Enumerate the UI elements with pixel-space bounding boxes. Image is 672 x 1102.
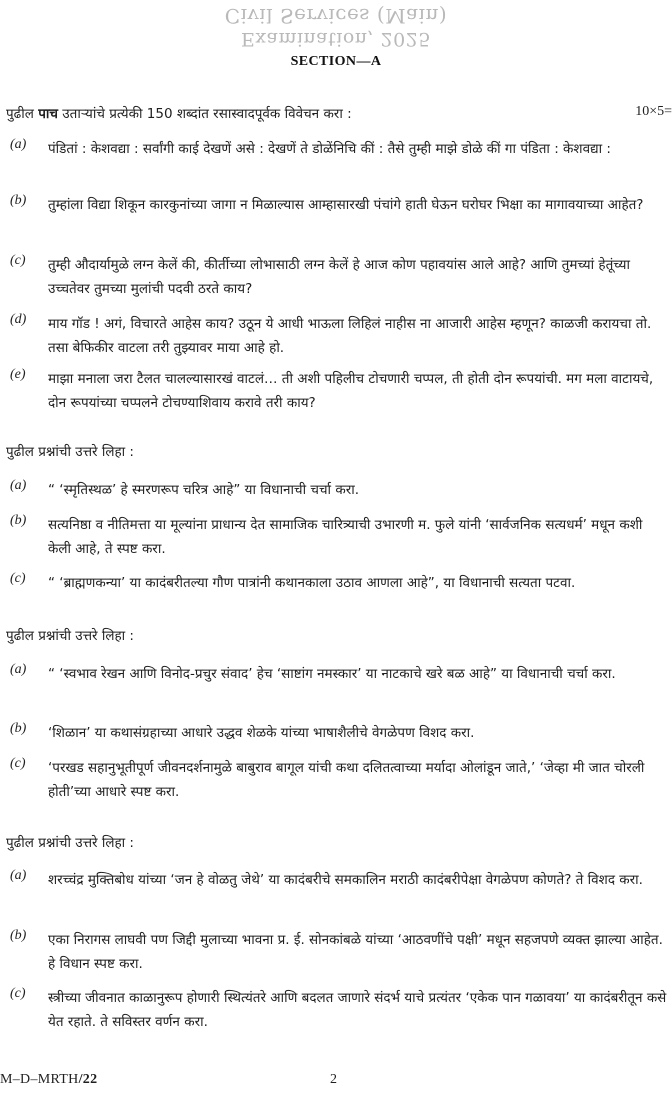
item-label: (d) bbox=[10, 312, 27, 327]
paper-code: M–D–MRTH/22 bbox=[0, 1072, 98, 1087]
item-text: सत्यनिष्ठा व नीतिमत्ता या मूल्यांना प्राधान्य देत सामाजिक चारित्र्याची उभारणी म. फुले यांनी ‘सार्वजनिक सत्यधर्म’ मधून कशी केली आहे, ते स्पष्ट करा. bbox=[48, 517, 643, 557]
item-label: (b) bbox=[10, 513, 27, 528]
item-text: ‘परखड सहानुभूतीपूर्ण जीवनदर्शनामुळे बाबुराव बागूल यांची कथा दलितत्वाच्या मर्यादा ओलांडून जाते,’ ‘जेव्हा मी जात चोरली होती’च्या आधारे स्पष्ट करा. bbox=[48, 760, 645, 800]
item-label: (a) bbox=[10, 478, 27, 493]
item-label: (b) bbox=[10, 193, 27, 208]
item-text: पंडितां : केशवद्या : सर्वांगी काई देखणें असे : देखणें ते डोळेंनिचि कीं : तैसे तुम्ही माझे डोळे कीं गा पंडिता : केशवद्या : bbox=[48, 141, 611, 157]
item-text: एका निरागस लाघवी पण जिद्दी मुलाच्या भावना प्र. ई. सोनकांबळे यांच्या ‘आठवणींचे पक्षी’ मधून सहजपणे व्यक्त झाल्या आहेत. हे विधान स्पष्ट करा. bbox=[48, 932, 663, 972]
question-3-instruction: पुढील प्रश्नांची उत्तरे लिहा : bbox=[6, 628, 134, 644]
item-label: (c) bbox=[10, 571, 26, 586]
item-text: “ ‘ब्राह्मणकन्या’ या कादंबरीतल्या गौण पात्रांनी कथानकाला उठाव आणला आहे”, या विधानाची सत्यता पटवा. bbox=[48, 575, 576, 591]
item-text: “ ‘स्वभाव रेखन आणि विनोद-प्रचुर संवाद’ हेच ‘साष्टांग नमस्कार’ या नाटकाचे खरे बळ आहे” या विधानाची चर्चा करा. bbox=[48, 666, 616, 682]
item-label: (a) bbox=[10, 137, 27, 152]
watermark-line-1: Civil Services (Main) bbox=[224, 4, 448, 28]
item-text: स्त्रीच्या जीवनात काळानुरूप होणारी स्थित्यंतरे आणि बदलत जाणारे संदर्भ याचे प्रत्यंतर ‘एकेक पान गळावया’ या कादंबरीतून कसे येत रहाते. ते सविस्तर वर्णन करा. bbox=[48, 990, 667, 1030]
item-text: “ ‘स्मृतिस्थळ’ हे स्मरणरूप चरित्र आहे” या विधानाची चर्चा करा. bbox=[48, 482, 360, 498]
item-text: शरच्चंद्र मुक्तिबोध यांच्या ‘जन हे वोळतु जेथे’ या कादंबरीचे समकालिन मराठी कादंबरीपेक्षा वेगळेपण कोणते? ते विशद करा. bbox=[48, 872, 643, 888]
item-label: (c) bbox=[10, 756, 26, 771]
section-title: SECTION—A bbox=[290, 54, 382, 69]
item-label: (c) bbox=[10, 253, 26, 268]
page-number: 2 bbox=[330, 1072, 337, 1087]
item-label: (e) bbox=[10, 367, 26, 382]
question-2-instruction: पुढील प्रश्नांची उत्तरे लिहा : bbox=[6, 444, 134, 460]
question-4-instruction: पुढील प्रश्नांची उत्तरे लिहा : bbox=[6, 835, 134, 851]
item-label: (b) bbox=[10, 721, 27, 736]
item-label: (a) bbox=[10, 868, 27, 883]
item-text: माय गॉड ! अगं, विचारते आहेस काय? उठून ये आधी भाऊला लिहिलं नाहीस ना आजारी आहेस म्हणून? काळजी करायचा तो. तसा बेफिकीर वाटला तरी तुझ्यावर माया आहे हो. bbox=[48, 316, 652, 356]
item-text: तुम्ही औदार्यामुळे लग्न केलें की, कीर्तीच्या लोभासाठी लग्न केलें हे आज कोण पहावयांस आले आहे? आणि तुमच्यां हेतूंच्या उच्चतेवर तुमच्या मुलांची पदवी ठरते काय? bbox=[48, 257, 630, 297]
item-label: (a) bbox=[10, 662, 27, 677]
item-label: (c) bbox=[10, 986, 26, 1001]
item-text: ‘शिळान’ या कथासंग्रहाच्या आधारे उद्धव शेळके यांच्या भाषाशैलीचे वेगळेपण विशद करा. bbox=[48, 725, 475, 741]
item-label: (b) bbox=[10, 928, 27, 943]
item-text: माझा मनाला जरा टैलत चालल्यासारखं वाटलं… ती अशी पहिलीच टोचणारी चप्पल, ती होती दोन रूपयांची. मग मला वाटायचे, दोन रूपयांच्या चप्पलने टोचण्याशिवाय करावे तरी काय? bbox=[48, 371, 654, 411]
watermark-line-2: Examination, 2025 bbox=[241, 28, 431, 50]
question-1-marks: 10×5= bbox=[635, 104, 672, 119]
item-text: तुम्हांला विद्या शिकून कारकुनांच्या जागा न मिळाल्यास आम्हासारखी पंचांगे हाती घेऊन घरोघर भिक्षा का मागावयाच्या आहेत? bbox=[48, 197, 644, 213]
question-1-instruction: पुढील पाच उताऱ्यांचे प्रत्येकी 150 शब्दांत रसास्वादपूर्वक विवेचन करा : bbox=[6, 106, 352, 122]
